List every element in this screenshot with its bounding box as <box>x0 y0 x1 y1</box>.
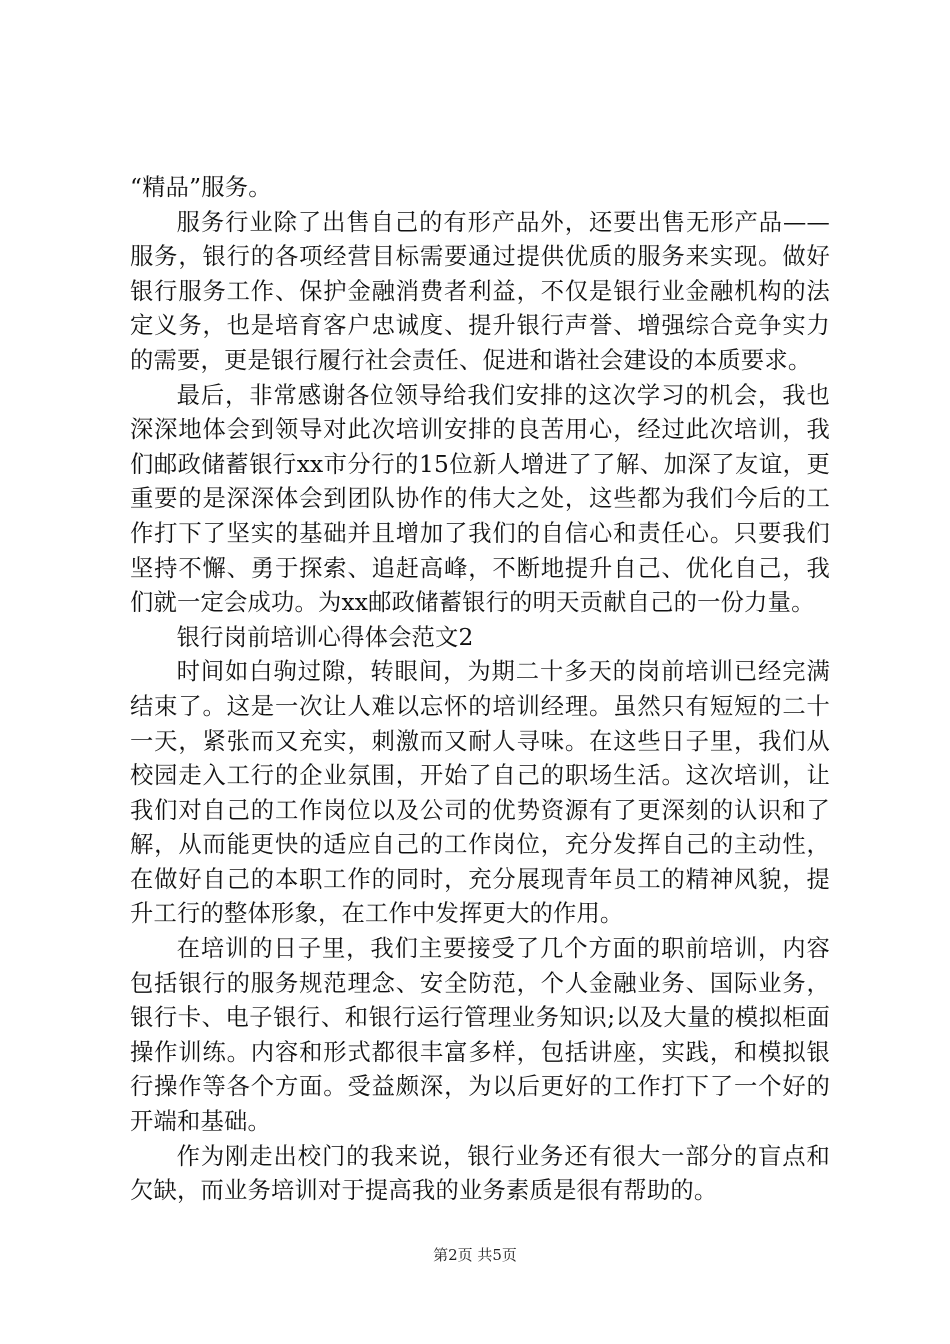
paragraph-5: 时间如白驹过隙，转眼间，为期二十多天的岗前培训已经完满结束了。这是一次让人难以忘怀的培训经理。虽然只有短短的二十一天，紧张而又充实，刺激而又耐人寻味。在这些日子里，我们从校园走入工行的企业氛围，开始了自己的职场生活。这次培训，让我们对自己的工作岗位以及公司的优势资源有了更深刻的认识和了解，从而能更快的适应自己的工作岗位，充分发挥自己的主动性，在做好自己的本职工作的同时，充分展现青年员工的精神风貌，提升工行的整体形象，在工作中发挥更大的作用。 <box>130 658 830 928</box>
paragraph-1: “精品”服务。 <box>130 174 272 201</box>
page-number-footer: 第2页 共5页 <box>433 1246 517 1264</box>
document-body <box>130 171 830 1209</box>
paragraph-6: 在培训的日子里，我们主要接受了几个方面的职前培训，内容包括银行的服务规范理念、安全防范，个人金融业务、国际业务，银行卡、电子银行、和银行运行管理业务知识;以及大量的模拟柜面操作训练。内容和形式都很丰富多样，包括讲座，实践，和模拟银行操作等各个方面。受益颇深，为以后更好的工作打下了一个好的开端和基础。 <box>130 935 830 1136</box>
section-heading: 银行岗前培训心得体会范文2 <box>176 623 474 651</box>
paragraph-2: 服务行业除了出售自己的有形产品外，还要出售无形产品——服务，银行的各项经营目标需要通过提供优质的服务来实现。做好银行服务工作、保护金融消费者利益，不仅是银行业金融机构的法定义务，也是培育客户忠诚度、提升银行声誉、增强综合竞争实力的需要，更是银行履行社会责任、促进和谐社会建设的本质要求。 <box>130 208 830 374</box>
paragraph-7: 作为刚走出校门的我来说，银行业务还有很大一部分的盲点和欠缺，而业务培训对于提高我的业务素质是很有帮助的。 <box>130 1142 830 1205</box>
paragraph-3: 最后，非常感谢各位领导给我们安排的这次学习的机会，我也深深地体会到领导对此次培训安排的良苦用心，经过此次培训，我们邮政储蓄银行xx市分行的15位新人增进了了解、加深了友谊，更重要的是深深体会到团队协作的伟大之处，这些都为我们今后的工作打下了坚实的基础并且增加了我们的自信心和责任心。只要我们坚持不懈、勇于探索、追赶高峰，不断地提升自己、优化自己，我们就一定会成功。为xx邮政储蓄银行的明天贡献自己的一份力量。 <box>130 381 830 617</box>
